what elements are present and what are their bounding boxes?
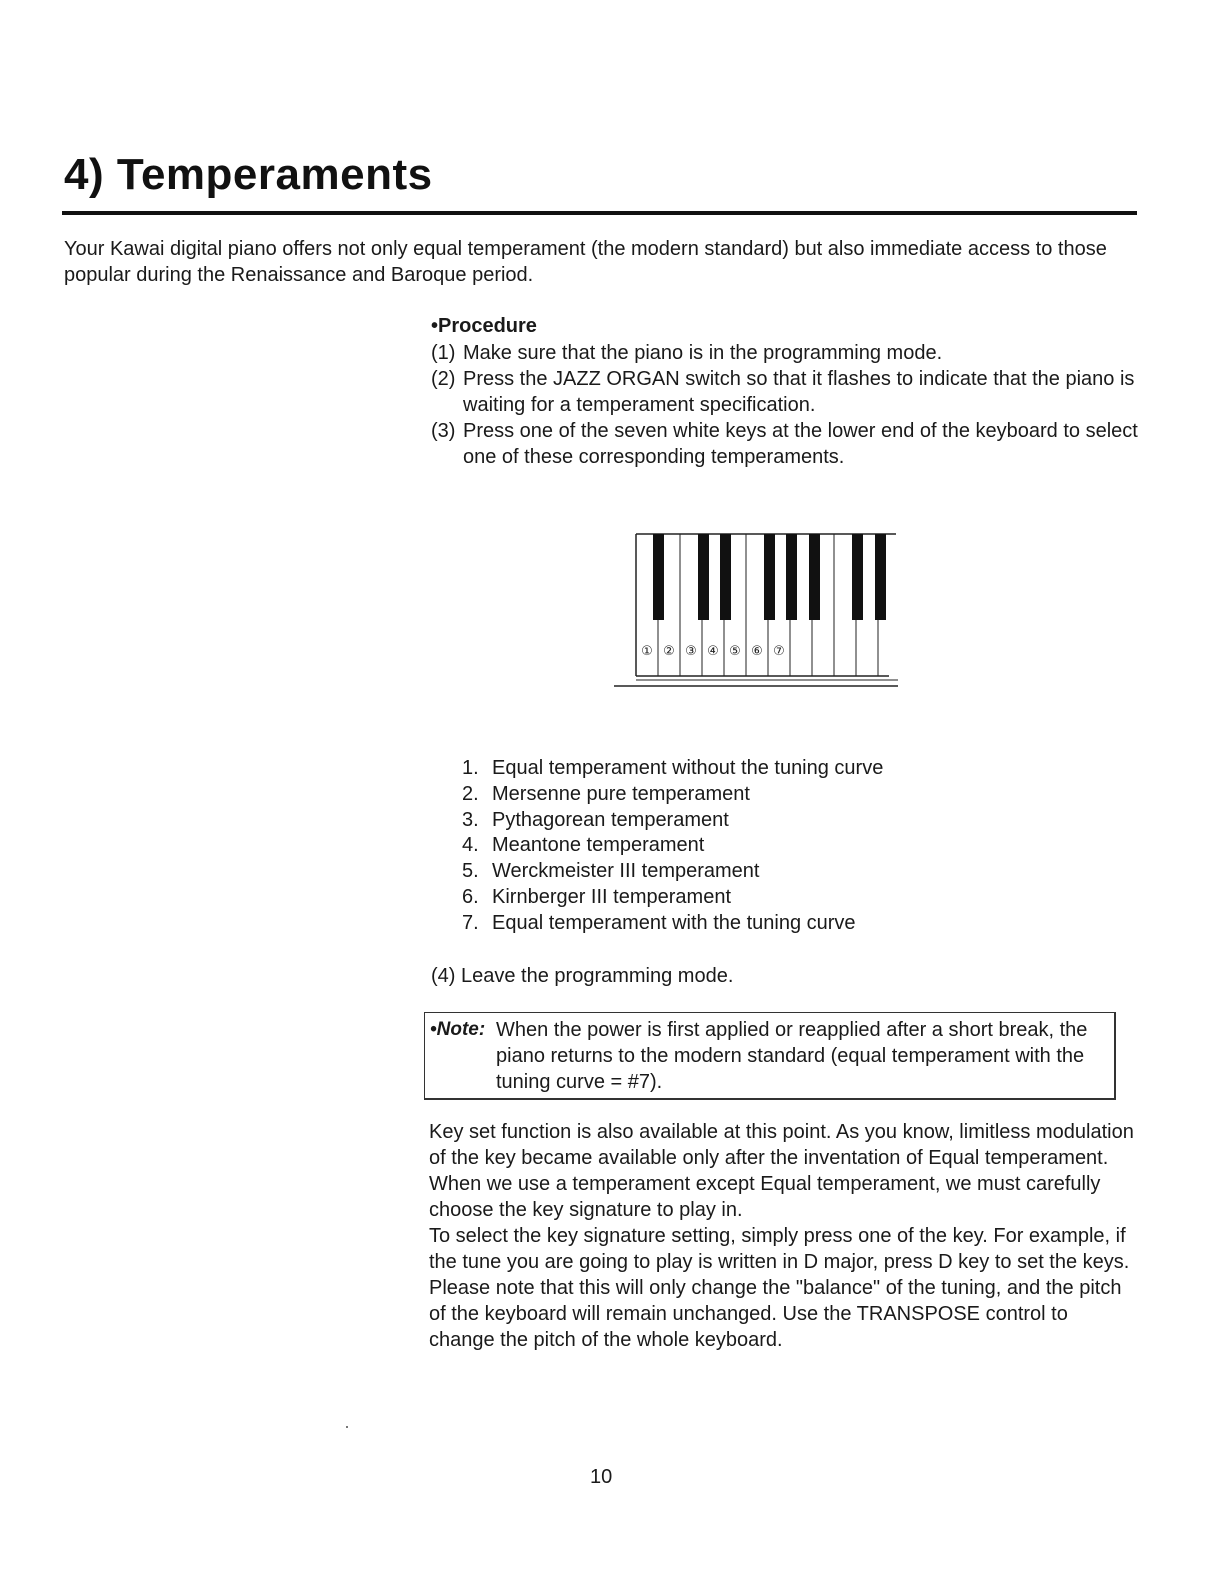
key-label-6: ⑥ (751, 644, 763, 659)
page-number: 10 (590, 1466, 613, 1488)
item-text: Meantone temperament (492, 834, 705, 857)
step-number: (1) (431, 342, 456, 364)
procedure-heading: •Procedure (431, 315, 537, 337)
step-number: (3) (431, 420, 456, 442)
key-set-paragraph-2: To select the key signature setting, simply press one of the key. For example, if the tune you are going to play is written in D major, press D key to set the keys. (429, 1225, 1130, 1273)
key-set-paragraph-3: Please note that this will only change the "balance" of the tuning, and the pitch of the keyboard will remain unchanged. Use the TRANSPOSE control to change the pitch of the whole keyboard. (429, 1277, 1122, 1351)
intro-paragraph: Your Kawai digital piano offers not only equal temperament (the modern standard) but also immediate access to those popular during the Renaissance and Baroque period. (64, 238, 1107, 286)
note-box (424, 1012, 1116, 1100)
key-label-7: ⑦ (773, 644, 785, 659)
list-item (462, 756, 883, 782)
procedure-step (431, 340, 1151, 366)
list-item (462, 911, 883, 937)
procedure-step (431, 418, 1151, 470)
black-keys (653, 534, 886, 620)
key-number-labels (641, 644, 785, 659)
item-text: Equal temperament without the tuning curve (492, 757, 884, 779)
procedure-steps (431, 340, 1151, 470)
item-number: 4. (462, 834, 479, 857)
item-number: 5. (462, 860, 479, 883)
item-text: Werckmeister III temperament (492, 860, 760, 883)
key-label-4: ④ (707, 644, 719, 659)
note-text: When the power is first applied or reapplied after a short break, the piano returns to the modern standard (equal temperament with the tuning curve = #7). (496, 1019, 1088, 1093)
list-item (462, 859, 883, 885)
procedure-step-4: (4) Leave the programming mode. (431, 965, 734, 987)
list-item (462, 885, 883, 911)
procedure-step (431, 366, 1151, 418)
key-set-section (429, 1119, 1134, 1353)
list-item (462, 833, 883, 859)
item-text: Kirnberger III temperament (492, 885, 731, 908)
key-set-paragraph-1: Key set function is also available at this point. As you know, limitless modulation of the key became available only after the inventation of Equal temperament. When we use a temperament except Equal temperament, we must carefully choose the key signature to play in. (429, 1121, 1134, 1221)
print-speck (346, 1426, 348, 1428)
item-text: Equal temperament with the tuning curve (492, 911, 856, 934)
key-label-5: ⑤ (729, 644, 741, 659)
item-number: 3. (462, 808, 479, 831)
item-text: Mersenne pure temperament (492, 782, 750, 805)
list-item (462, 782, 883, 808)
item-text: Pythagorean temperament (492, 808, 729, 831)
item-number: 2. (462, 782, 479, 805)
keyboard-diagram (614, 530, 904, 690)
key-label-3: ③ (685, 644, 697, 659)
step-number: (2) (431, 368, 456, 390)
step-text: Press one of the seven white keys at the lower end of the keyboard to select one of these corresponding temperaments. (463, 420, 1138, 468)
list-item (462, 808, 883, 834)
item-number: 6. (462, 885, 479, 908)
key-label-1: ① (641, 644, 653, 659)
item-number: 7. (462, 911, 479, 934)
title-rule (62, 211, 1137, 215)
item-number: 1. (462, 757, 479, 779)
step-text: Make sure that the piano is in the programming mode. (463, 342, 943, 364)
note-label: •Note: (430, 1019, 486, 1040)
temperament-list (462, 756, 883, 937)
key-label-2: ② (663, 644, 675, 659)
page-title: 4) Temperaments (64, 150, 433, 199)
step-text: Press the JAZZ ORGAN switch so that it flashes to indicate that the piano is waiting for a temperament specification. (463, 368, 1135, 416)
